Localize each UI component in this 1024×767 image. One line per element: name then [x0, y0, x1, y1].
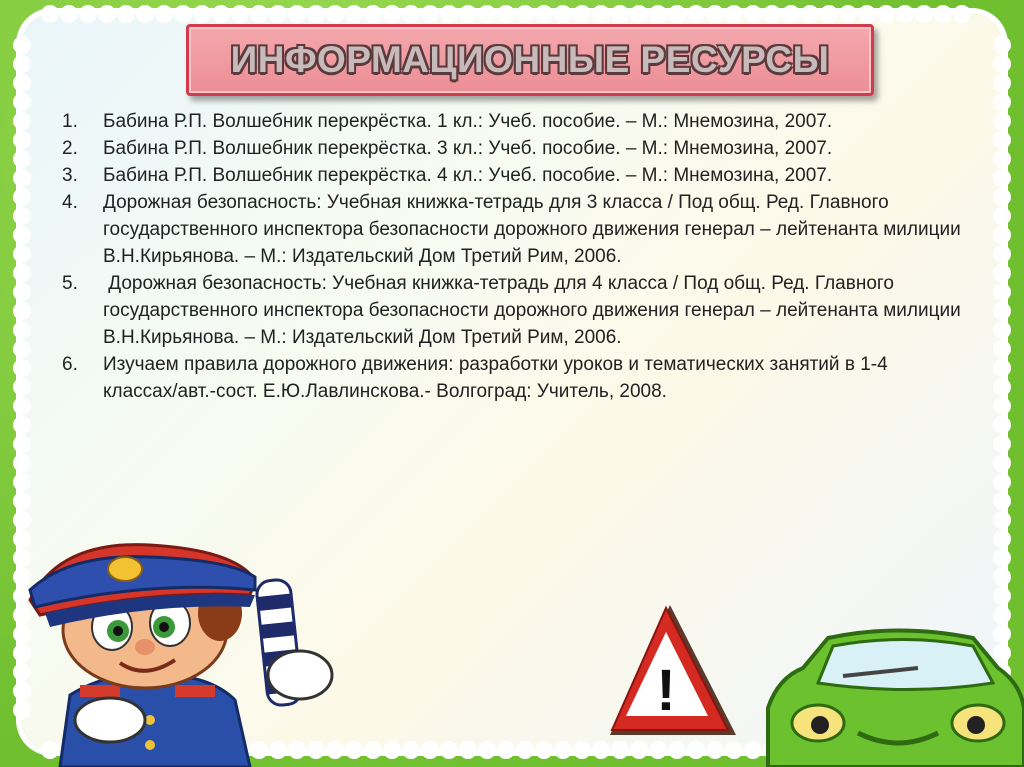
reference-text: Дорожная безопасность: Учебная книжка-тетрадь для 4 класса / Под общ. Ред. Главного государственного инспектора безопасности дорожного движения генерал – лейтенанта милиции В.Н.Кирьянова. – М.: Издательский Дом Третий Рим, 2006. [103, 273, 966, 348]
page-title: ИНФОРМАЦИОННЫЕ РЕСУРСЫ [230, 39, 830, 80]
reference-text: Бабина Р.П. Волшебник перекрёстка. 4 кл.: Учеб. пособие. – М.: Мнемозина, 2007. [103, 165, 833, 186]
reference-text: Изучаем правила дорожного движения: разработки уроков и тематических занятий в 1-4 классах/авт.-сост. Е.Ю.Лавлинскова.- Волгоград: Учитель, 2008. [103, 354, 888, 402]
reference-text: Бабина Р.П. Волшебник перекрёстка. 1 кл.: Учеб. пособие. – М.: Мнемозина, 2007. [103, 111, 833, 132]
reference-number: 3. [62, 165, 78, 186]
reference-number: 6. [62, 354, 78, 375]
reference-item [62, 108, 962, 135]
reference-text: Бабина Р.П. Волшебник перекрёстка. 3 кл.: Учеб. пособие. – М.: Мнемозина, 2007. [103, 138, 833, 159]
reference-number: 5. [62, 273, 78, 294]
reference-text: Дорожная безопасность: Учебная книжка-тетрадь для 3 класса / Под общ. Ред. Главного государственного инспектора безопасности дорожного движения генерал – лейтенанта милиции В.Н.Кирьянова. – М.: Издательский Дом Третий Рим, 2006. [103, 192, 961, 267]
green-car-illustration [748, 628, 1024, 767]
traffic-policeman-illustration [0, 535, 360, 767]
reference-item [62, 135, 962, 162]
reference-item [62, 162, 962, 189]
reference-item [62, 351, 962, 405]
references-list [62, 108, 966, 405]
reference-number: 4. [62, 192, 78, 213]
reference-number: 1. [62, 111, 78, 132]
reference-item [62, 270, 966, 351]
reference-item [62, 189, 962, 270]
reference-number: 2. [62, 138, 78, 159]
warning-sign-icon [608, 600, 743, 740]
warning-exclamation: ! [656, 658, 676, 723]
title-banner [186, 24, 874, 96]
